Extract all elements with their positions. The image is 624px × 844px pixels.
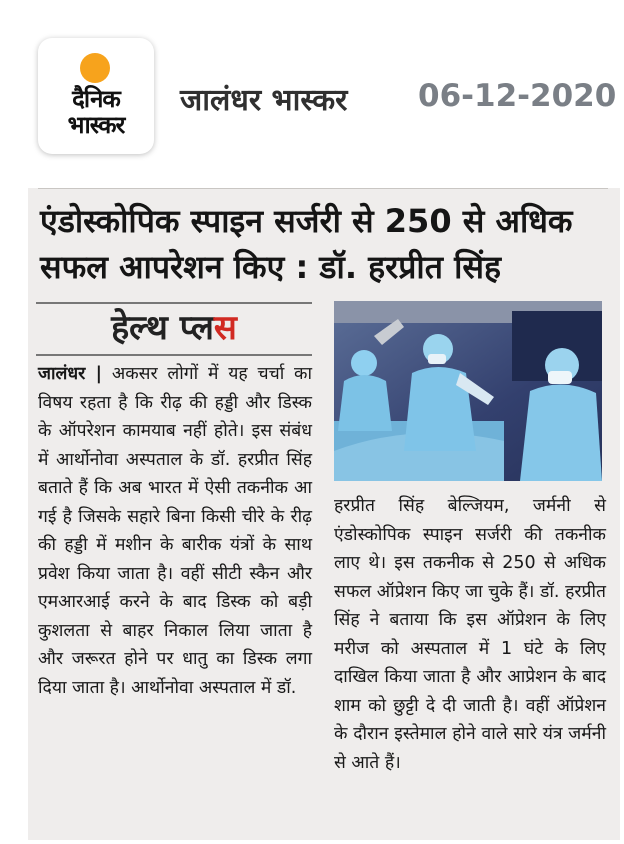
- surgery-photo: [334, 301, 602, 481]
- article-column-right: हरप्रीत सिंह बेल्जियम, जर्मनी से एंडोस्कोपिक स्पाइन सर्जरी की तकनीक लाए थे। इस तकनीक से 250 से अधिक सफल ऑप्रेशन किए जा चुके हैं। डॉ. हरप्रीत सिंह ने बताया कि इस ऑप्रेशन के लिए मरीज को अस्पताल में 1 घंटे के लिए दाखिल किया जाता है और आप्रेशन के बाद शाम को छुट्टी दे दी जाती है। वहीं ऑप्रेशन के दौरान इस्तेमाल होने वाले सारे यंत्र जर्मनी से आते हैं।: [334, 496, 606, 773]
- section-label-part2: स: [213, 308, 237, 348]
- section-rule-top: [36, 302, 312, 304]
- article-headline: [40, 198, 610, 290]
- logo-line-1: दैनिक: [72, 85, 120, 113]
- article-column-left: [38, 360, 312, 702]
- news-clipping: [28, 188, 620, 840]
- dainik-bhaskar-logo: [38, 38, 154, 154]
- section-label: [36, 306, 312, 350]
- section-label-part1: हेल्थ प्ल: [111, 308, 214, 348]
- edition-date: 06-12-2020: [418, 78, 617, 114]
- sun-logo-icon: [80, 53, 110, 83]
- edition-name: जालंधर भास्कर: [180, 83, 348, 118]
- surgery-photo-illustration: [334, 301, 602, 481]
- top-divider: [38, 188, 608, 189]
- headline-line-2: सफल आपरेशन किए : डॉ. हरप्रीत सिंह: [40, 248, 501, 286]
- left-column-text: अकसर लोगों में यह चर्चा का विषय रहता है कि रीढ़ की हड्डी और डिस्क के ऑपरेशन कामयाब नहीं होते। इस संबंध में आर्थोनोवा अस्पताल के डॉ. हरप्रीत सिंह बताते हैं कि अब भारत में ऐसी तकनीक आ गई है जिसके सहारे बिना किसी चीरे के रीढ़ की हड्डी में मशीन के बारीक यंत्रों के साथ प्रवेश किया जाता है। वहीं सीटी स्कैन और एमआरआई करने के बाद डिस्क को बड़ी कुशलता से बाहर निकाल लिया जाता है और जरूरत होने पर धातु का डिस्क लगा दिया जाता है। आर्थोनोवा अस्पताल में डॉ.: [38, 364, 313, 698]
- dateline: जालंधर |: [38, 364, 103, 384]
- section-rule-bottom: [36, 354, 312, 356]
- logo-line-2: भास्कर: [67, 111, 125, 139]
- headline-line-1: एंडोस्कोपिक स्पाइन सर्जरी से 250 से अधिक: [40, 202, 573, 240]
